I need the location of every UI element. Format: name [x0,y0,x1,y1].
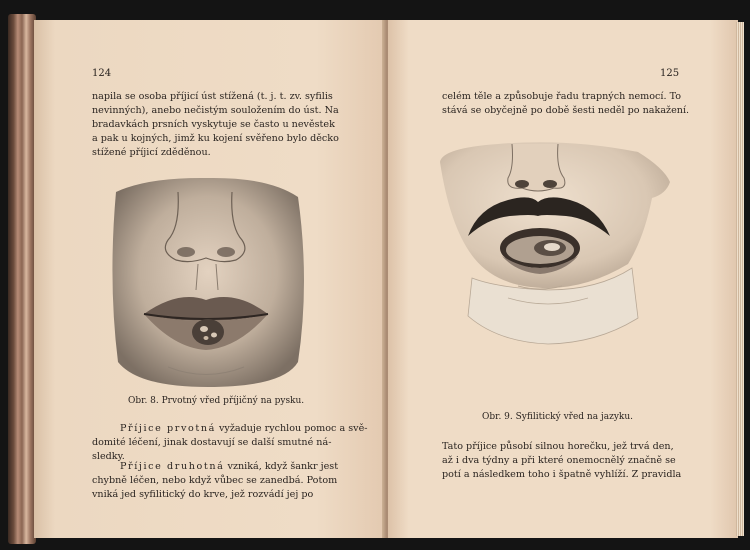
text-line: vzniká, když šankr jest [224,461,339,472]
text-line: bradavkách prsních vyskytuje se často u nevěstek [92,119,335,130]
text-line: chybně léčen, nebo když vůbec se zanedbá. Potom [92,475,338,486]
text-line: vyžaduje rychlou pomoc a svě- [215,423,368,434]
figure-8-caption: Obr. 8. Prvotný vřed příjičný na pysku. [128,396,305,406]
figure-9-caption: Obr. 9. Syfilitický vřed na jazyku. [482,412,634,422]
text-line: Tato příjice působí silnou horečku, jež trvá den, [442,441,674,452]
page-number-left: 124 [92,68,112,79]
left-paragraph-1 [92,90,354,160]
page-number-right: 125 [660,68,680,79]
emphasis-term: Příjice druhotná [120,461,225,472]
text-line: celém těle a způsobuje řadu trapných nemocí. To [442,91,682,102]
figure-lip-ulcer-illustration [98,172,316,390]
text-line: potí a následkem toho i špatně vyhlíží. Z pravidla [442,469,682,480]
text-line: sledky. [92,451,125,462]
text-line: nevinných), anebo nečistým souložením do úst. Na [92,105,339,116]
text-line: stížené příjicí zděděnou. [92,147,211,158]
left-paragraph-2 [92,422,368,464]
emphasis-term: Příjice prvotná [120,423,216,434]
right-paragraph-2 [442,440,712,482]
left-paragraph-3 [92,460,354,502]
text-line: a pak u kojných, jimž ku kojení svěřeno bylo děcko [92,133,339,144]
text-line: domité léčení, jinak dostavují se další smutné ná- [92,437,332,448]
text-line: až i dva týdny a při které onemocnělý značně se [442,455,676,466]
right-paragraph-1 [442,90,712,118]
text-line: stává se obyčejně po době šesti neděl po nakažení. [442,105,690,116]
text-line: napila se osoba příjicí úst stížená (t. j. t. zv. syfilis [92,91,333,102]
page-block-edge [736,22,744,536]
left-page [34,20,386,538]
text-line: vniká jed syfilitický do krve, jež rozvádí jej po [92,489,314,500]
book-cover-edge [8,14,36,544]
right-page [388,20,738,538]
figure-tongue-ulcer-illustration [438,138,674,348]
